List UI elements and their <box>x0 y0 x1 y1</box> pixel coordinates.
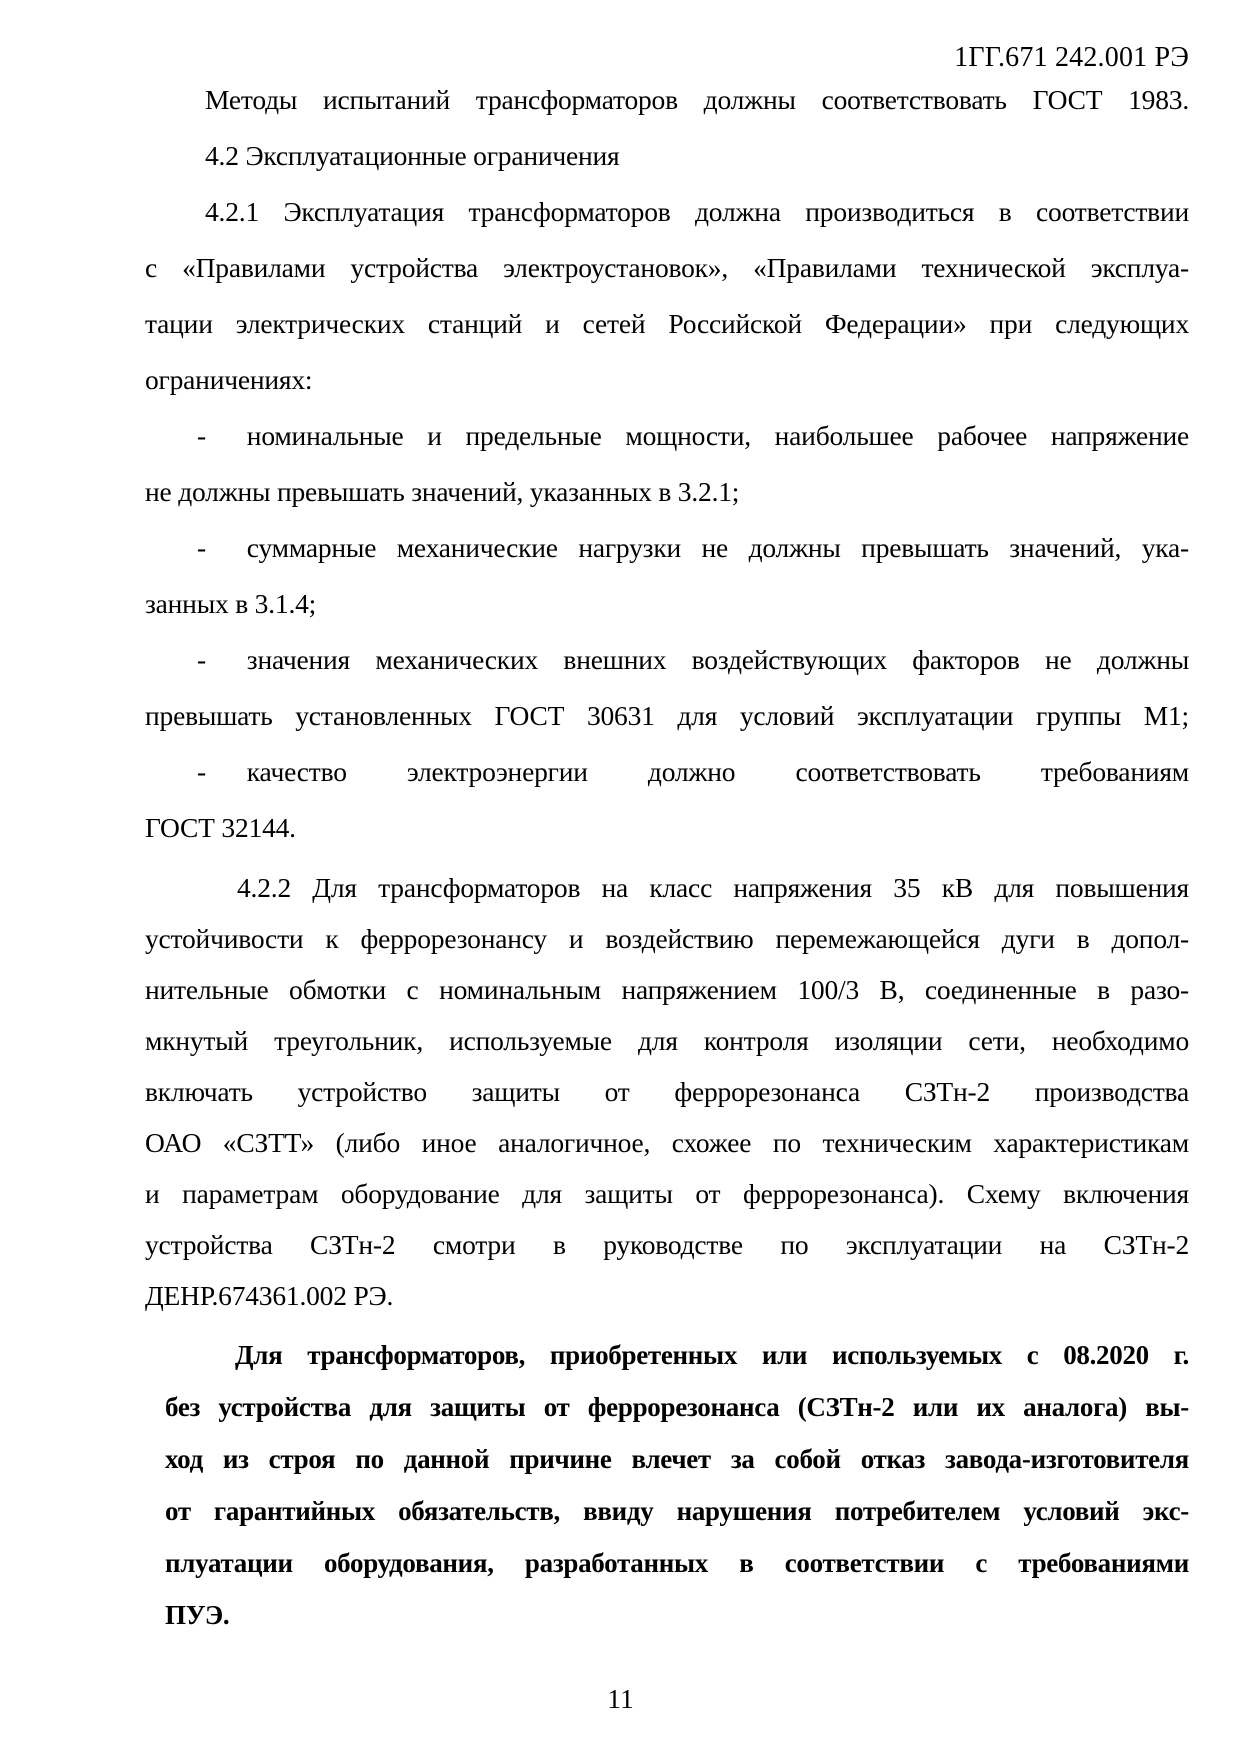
list-item-line: занных в 3.1.4; <box>145 588 317 619</box>
section-heading: 4.2 Эксплуатационные ограничения <box>205 140 620 171</box>
text-line: Для трансформаторов, приобретенных или используемых с 08.2020 г. <box>235 1340 1189 1370</box>
document-content <box>145 0 1189 1641</box>
text-line: без устройства для защиты от феррорезонанса (СЗТн-2 или их аналога) вы- <box>165 1392 1189 1422</box>
text-line: нительные обмотки с номинальным напряжением 100/3 В, соединенные в разо- <box>145 974 1189 1005</box>
page-number: 11 <box>607 1683 634 1714</box>
text-line: от гарантийных обязательств, ввиду нарушения потребителем условий экс- <box>165 1496 1189 1526</box>
text-line: и параметрам оборудование для защиты от феррорезонанса). Схему включения <box>145 1178 1189 1209</box>
text-line: ход из строя по данной причине влечет за собой отказ завода-изготовителя <box>165 1444 1189 1474</box>
text-line: ДЕНР.674361.002 РЭ. <box>145 1280 394 1311</box>
list-item-line: - значения механических внешних воздействующих факторов не должны <box>197 644 1189 675</box>
list-item-line: не должны превышать значений, указанных в 3.2.1; <box>145 476 740 507</box>
list-item-line: ГОСТ 32144. <box>145 812 296 843</box>
text-line: ограничениях: <box>145 364 313 395</box>
text-line: ПУЭ. <box>165 1600 230 1630</box>
text-line: устройства СЗТн-2 смотри в руководстве по эксплуатации на СЗТн-2 <box>145 1229 1189 1260</box>
document-code: 1ГГ.671 242.001 РЭ <box>954 42 1189 73</box>
list-item-line: - номинальные и предельные мощности, наибольшее рабочее напряжение <box>197 420 1189 451</box>
list-item-line: - качество электроэнергии должно соответствовать требованиям <box>197 756 1189 787</box>
list-item-line: - суммарные механические нагрузки не должны превышать значений, ука- <box>197 532 1189 563</box>
text-line: включать устройство защиты от феррорезонанса СЗТн-2 производства <box>145 1076 1189 1107</box>
text-line: устойчивости к феррорезонансу и воздействию перемежающейся дуги в допол- <box>145 923 1189 954</box>
text-line: 4.2.1 Эксплуатация трансформаторов должна производиться в соответствии <box>205 196 1189 227</box>
text-line: с «Правилами устройства электроустановок», «Правилами технической эксплуа- <box>145 252 1189 283</box>
text-line: ОАО «СЗТТ» (либо иное аналогичное, схожее по техническим характеристикам <box>145 1127 1189 1158</box>
text-line: плуатации оборудования, разработанных в соответствии с требованиями <box>165 1548 1189 1578</box>
text-line: Методы испытаний трансформаторов должны соответствовать ГОСТ 1983. <box>205 84 1189 115</box>
warning-paragraph <box>165 1329 1189 1641</box>
list-item-line: превышать установленных ГОСТ 30631 для условий эксплуатации группы М1; <box>145 700 1189 731</box>
text-line: мкнутый треугольник, используемые для контроля изоляции сети, необходимо <box>145 1025 1189 1056</box>
text-line: 4.2.2 Для трансформаторов на класс напряжения 35 кВ для повышения <box>237 872 1189 903</box>
text-line: тации электрических станций и сетей Российской Федерации» при следующих <box>145 308 1189 339</box>
